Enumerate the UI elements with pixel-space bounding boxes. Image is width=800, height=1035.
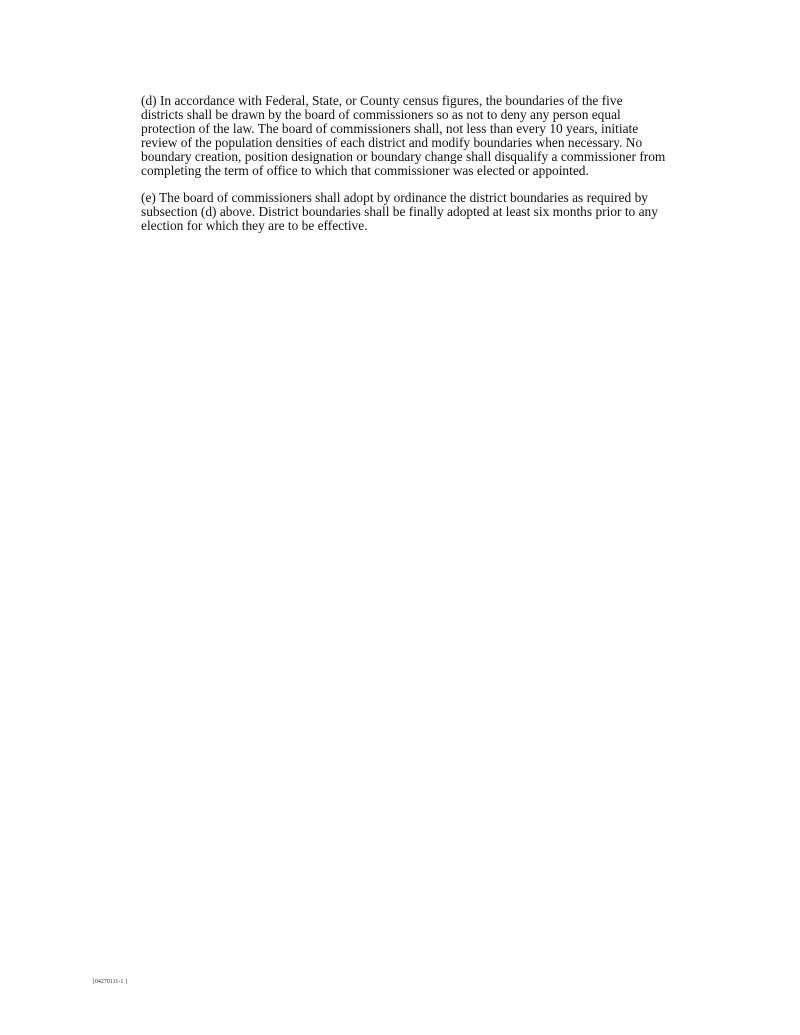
paragraph-line: review of the population densities of each district and modify boundaries when necessary. No	[141, 135, 643, 151]
paragraph-line: boundary creation, position designation or boundary change shall disqualify a commissioner from	[141, 149, 666, 165]
document-id-footer: {04270111-1 }	[92, 979, 128, 985]
paragraph-line: (d) In accordance with Federal, State, or County census figures, the boundaries of the five	[141, 93, 623, 108]
paragraph-line: protection of the law. The board of commissioners shall, not less than every 10 years, initiate	[141, 121, 639, 137]
paragraph-line: subsection (d) above. District boundaries shall be finally adopted at least six months prior to any	[141, 203, 658, 219]
paragraph-line: districts shall be drawn by the board of commissioners so as not to deny any person equal	[141, 107, 621, 123]
document-body	[141, 94, 713, 245]
paragraph-line: election for which they are to be effective.	[141, 217, 368, 233]
paragraph-e	[141, 191, 713, 233]
paragraph-line: (e) The board of commissioners shall adopt by ordinance the district boundaries as required by	[141, 189, 648, 205]
paragraph-d	[141, 94, 713, 179]
paragraph-line: completing the term of office to which that commissioner was elected or appointed.	[141, 163, 589, 179]
